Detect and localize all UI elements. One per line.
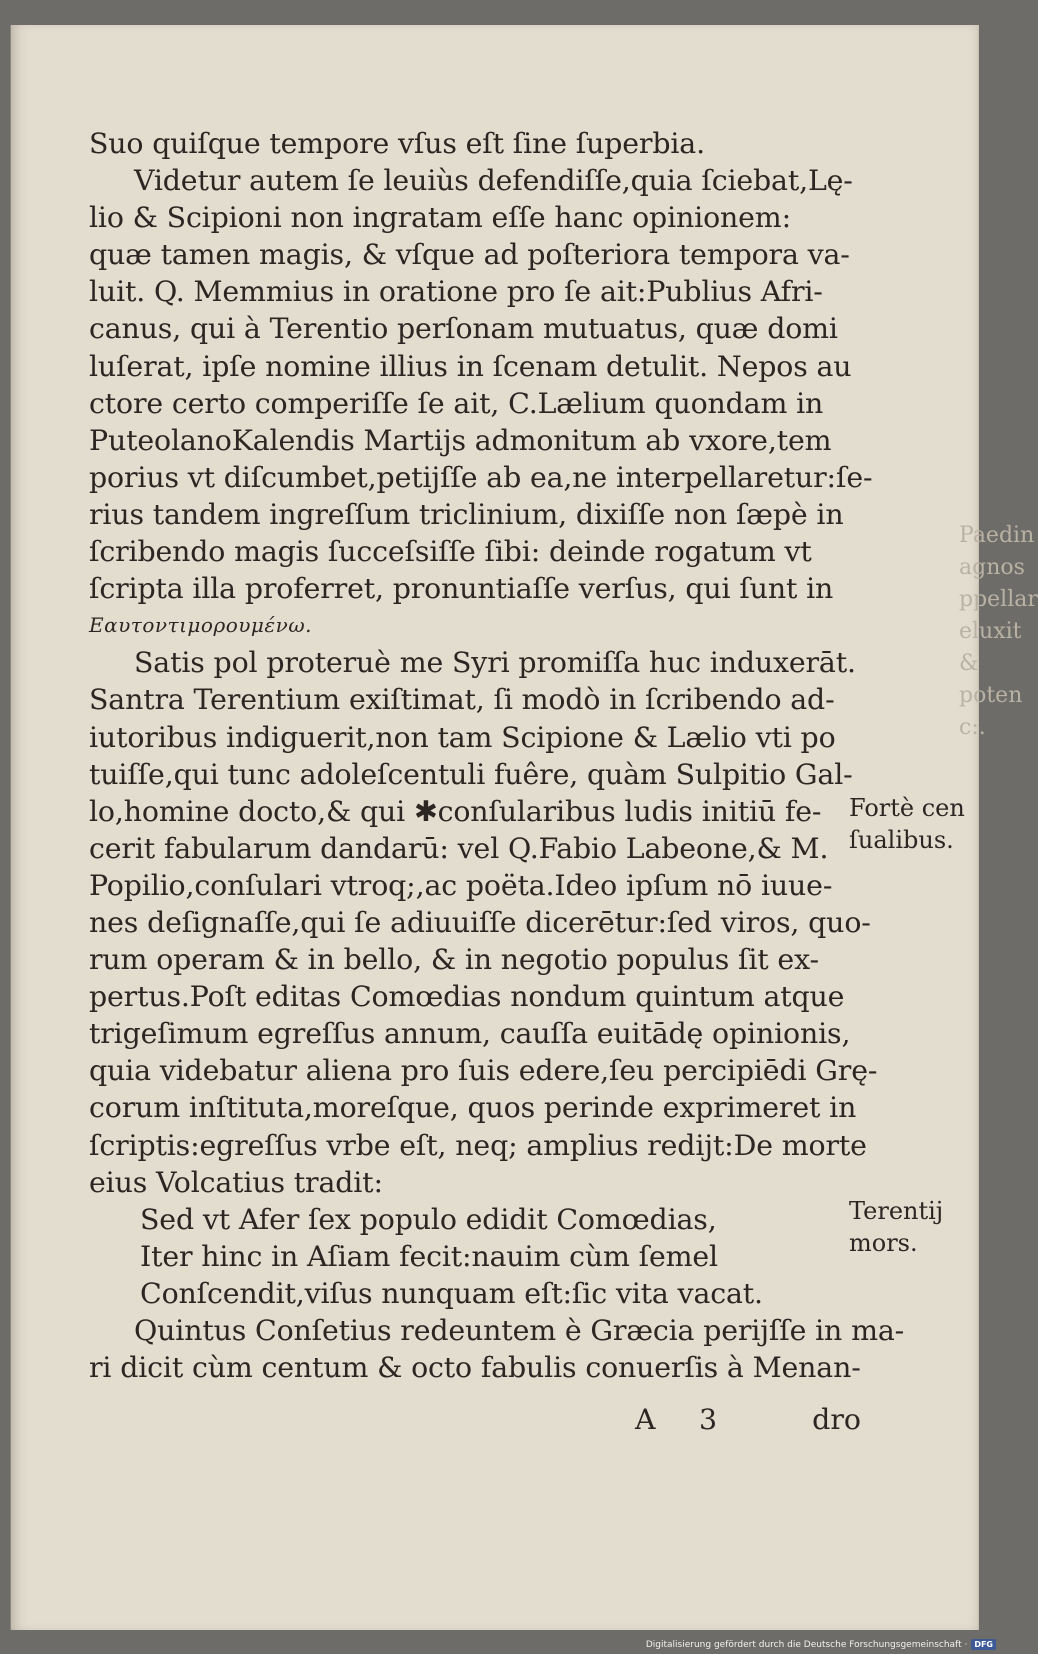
text-line: ſcripta illa proferret, pronuntiaſſe verſus, qui ſunt in — [89, 572, 834, 606]
marginal-note-line: Fortè cen — [849, 794, 965, 822]
bleed-line: c:. — [959, 715, 986, 740]
text-line: Popilio,conſulari vtroq;,ac poëta.Ideo ipſum nō iuue- — [89, 868, 833, 902]
text-line: porius vt diſcumbet,petijſſe ab ea,ne interpellaretur:ſe- — [89, 460, 873, 494]
signature-mark: A — [635, 1403, 656, 1436]
text-line: ri dicit cùm centum & octo fabulis conuerſis à Menan- — [89, 1351, 861, 1385]
book-page — [10, 25, 1038, 1630]
verse-line: Conſcendit,viſus nunquam eſt:ſic vita vacat. — [140, 1276, 763, 1310]
page-number: 3 — [699, 1403, 718, 1436]
text-line: quæ tamen magis, & vſque ad poſteriora tempora va- — [89, 238, 850, 272]
bleed-line: eluxit — [959, 619, 1022, 644]
marginal-note-line: mors. — [849, 1229, 918, 1257]
bleed-line: agnos — [959, 555, 1025, 580]
bleed-line: ppellar — [959, 587, 1038, 612]
text-line: quia videbatur aliena pro ſuis edere,ſeu percipiēdi Grę- — [89, 1054, 878, 1088]
bleed-line: Paedin — [959, 523, 1035, 548]
text-line: ſcriptis:egreſſus vrbe eſt, neq; amplius redijt:De morte — [89, 1128, 867, 1162]
text-line: Suo quiſque tempore vſus eſt ſine ſuperbia. — [89, 127, 705, 160]
marginal-note-terentij-mors — [849, 1195, 966, 1259]
text-line: cerit fabularum dandarū: vel Q.Fabio Labeone,& M. — [89, 831, 829, 865]
text-line: pertus.Poſt editas Comœdias nondum quintum atque — [89, 980, 845, 1014]
text-line: luſerat, ipſe nomine illius in ſcenam detulit. Nepos au — [89, 349, 852, 383]
text-line: rum operam & in bello, & in negotio populus ſit ex- — [89, 943, 819, 977]
bleed-line: & poten — [959, 651, 1023, 708]
text-line: lio & Scipioni non ingratam eſſe hanc opinionem: — [89, 201, 791, 235]
greek-title-line: Εαυτοντιμορουμένω. — [89, 613, 312, 638]
verse-line: Iter hinc in Aſiam fecit:nauim cùm ſemel — [140, 1239, 718, 1273]
verse-line: Sed vt Afer ſex populo edidit Comœdias, — [140, 1202, 717, 1236]
bleed-through-text — [959, 520, 1038, 760]
text-line: tuiſſe,qui tunc adoleſcentuli fuêre, quàm Sulpitio Gal- — [89, 757, 853, 791]
text-line: eius Volcatius tradit: — [89, 1165, 383, 1199]
credit-text: Digitalisierung gefördert durch die Deutsche Forschungsgemeinschaft · — [645, 1639, 968, 1650]
text-line: nes deſignaſſe,qui ſe adiuuiſſe dicerētur:ſed viros, quo- — [89, 905, 871, 939]
text-line: corum inſtituta,moreſque, quos perinde exprimeret in — [89, 1091, 857, 1125]
marginal-note-line: Terentij — [849, 1197, 944, 1225]
text-line: PuteolanoKalendis Martijs admonitum ab vxore,tem — [89, 423, 832, 457]
text-line: ctore certo comperiſſe ſe ait, C.Lælium quondam in — [89, 386, 824, 420]
page-footer — [635, 1403, 861, 1443]
dfg-logo-icon: DFG — [971, 1639, 996, 1650]
catchword: dro — [812, 1403, 861, 1436]
text-line: rius tandem ingreſſum triclinium, dixiſſe non ſæpè in — [89, 497, 844, 531]
text-line: iutoribus indiguerit,non tam Scipione & Lælio vti po — [89, 720, 836, 754]
text-line: luit. Q. Memmius in oratione pro ſe ait:Publius Afri- — [89, 275, 823, 309]
text-line: Santra Terentium exiſtimat, ſi modò in ſcribendo ad- — [89, 683, 835, 717]
text-line: trigeſimum egreſſus annum, cauſſa euitādę opinionis, — [89, 1017, 851, 1051]
text-line: ſcribendo magis ſucceſsiſſe ſibi: deinde rogatum vt — [89, 535, 812, 569]
quoted-verse-line: Satis pol proteruè me Syri promiſſa huc induxerāt. — [134, 646, 856, 680]
text-line: lo,homine docto,& qui ✱conſularibus ludis initiū fe- — [89, 794, 822, 828]
marginal-note-forte-censualibus — [849, 792, 966, 856]
digitization-credit — [646, 1639, 996, 1650]
marginal-note-line: ſualibus. — [849, 826, 954, 854]
text-line: canus, qui à Terentio perſonam mutuatus, quæ domi — [89, 312, 838, 346]
text-line: Videtur autem ſe leuiùs defendiſſe,quia ſciebat,Lę- — [134, 164, 853, 198]
text-line: Quintus Conſetius redeuntem è Græcia perijſſe in ma- — [134, 1314, 905, 1347]
